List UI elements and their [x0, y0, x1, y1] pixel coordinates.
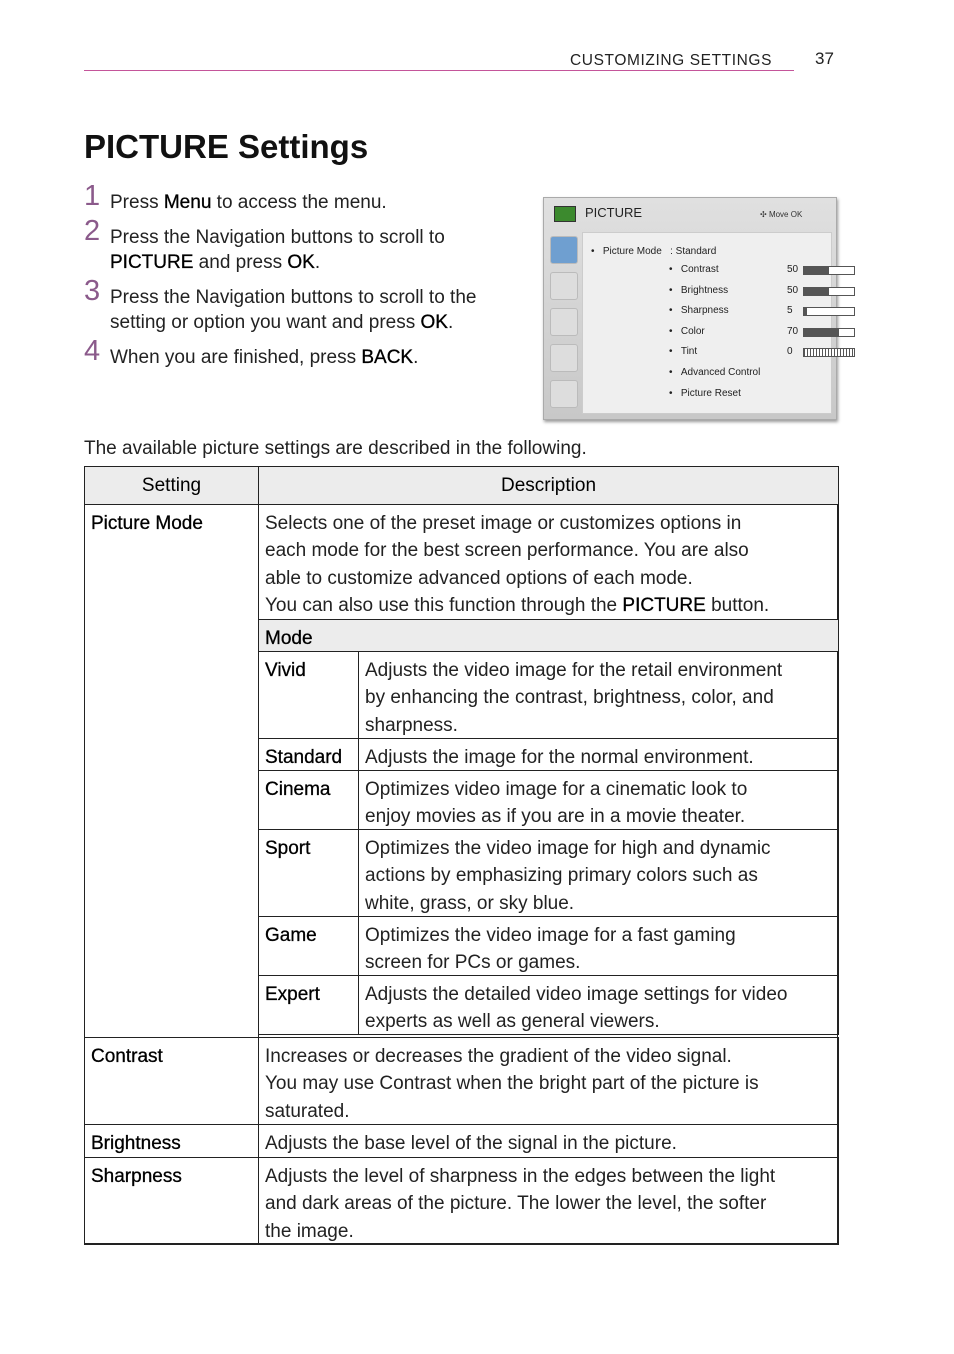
- tv-item-value: 5: [787, 305, 793, 317]
- col-header-setting: Setting: [84, 466, 259, 505]
- tv-item-label: Contrast: [680, 264, 719, 275]
- tv-picture-mode-label: Picture Mode: [602, 246, 662, 257]
- setting-picture-mode: Picture Mode: [84, 504, 259, 1038]
- mode-description: [358, 738, 839, 771]
- tv-level-bar: [803, 266, 855, 275]
- tv-sidebar-picture-icon: [550, 236, 578, 264]
- mode-description: [358, 651, 839, 739]
- setting-description-line: the image.: [265, 1220, 354, 1242]
- setting-brightness: Brightness: [84, 1124, 259, 1158]
- mode-description-line: enjoy movies as if you are in a movie theater.: [365, 806, 746, 828]
- setting-description-line: Adjusts the level of sharpness in the edges between the light: [265, 1166, 776, 1187]
- tv-picture-icon: [554, 206, 576, 222]
- header-rule: [84, 70, 794, 71]
- mode-description-line: Adjusts the detailed video image settings for video: [365, 984, 788, 1005]
- step-number: 1: [84, 180, 101, 212]
- mode-description-line: sharpness.: [365, 714, 458, 736]
- tv-item-label: Brightness: [680, 284, 729, 296]
- tv-menu-title: PICTURE: [585, 205, 643, 220]
- tv-level-fill: [804, 349, 854, 356]
- tv-item-value: 70: [787, 325, 799, 337]
- setting-description-line: You may use Contrast when the bright part of the picture is: [265, 1073, 759, 1095]
- tv-settings-panel: • Picture Mode : Standard • Contrast 50 • Brightness 50 • Sharpness 5 • Color 70 • Tint 0 • Advanced Control • Picture Reset: [582, 232, 832, 414]
- step-number: 3: [84, 275, 101, 307]
- mode-description-line: by enhancing the contrast, brightness, color, and: [365, 687, 774, 709]
- setting-description: [258, 1037, 839, 1125]
- setting-description: [258, 1157, 839, 1245]
- tv-level-fill: [804, 267, 829, 274]
- mode-description-line: actions by emphasizing primary colors such as: [365, 865, 758, 887]
- mode-description-line: Optimizes video image for a cinematic look to: [365, 779, 748, 800]
- mode-description-line: white, grass, or sky blue.: [365, 892, 575, 914]
- intro-text: The available picture settings are described in the following.: [84, 438, 587, 459]
- picture-mode-description: Selects one of the preset image or customizes options in each mode for the best screen performance. You are also able to customize advanced options of each mode. You can also use this function through the PICTURE button.: [258, 504, 839, 620]
- tv-item-value: 0: [787, 346, 793, 358]
- tv-sidebar-lock-icon: [550, 380, 578, 408]
- tv-item-label: Tint: [680, 346, 698, 358]
- mode-description: [358, 829, 839, 917]
- tv-sidebar-time-icon: [550, 344, 578, 372]
- step-number: 4: [84, 335, 101, 367]
- mode-name-expert: Expert: [258, 975, 359, 1035]
- setting-description-line: Adjusts the base level of the signal in the picture.: [265, 1133, 677, 1154]
- tv-menu-screenshot: [543, 197, 837, 420]
- tv-item-label: Color: [680, 325, 705, 337]
- mode-description: [358, 770, 839, 830]
- tv-item-row: • Sharpness: [669, 305, 729, 317]
- setting-description-line: Increases or decreases the gradient of the video signal.: [265, 1046, 732, 1067]
- mode-name-vivid: Vivid: [258, 651, 359, 739]
- setting-sharpness: Sharpness: [84, 1157, 259, 1245]
- tv-item-row: • Contrast: [669, 264, 719, 275]
- tv-item-row: • Color: [669, 325, 705, 337]
- tv-level-bar: [803, 328, 855, 337]
- mode-description: [358, 975, 839, 1035]
- mode-description-line: Adjusts the video image for the retail environment: [365, 660, 783, 681]
- tv-picture-reset: Picture Reset: [680, 388, 741, 399]
- setting-description: [258, 1124, 839, 1158]
- tv-level-bar: [803, 348, 855, 357]
- mode-description-line: Adjusts the image for the normal environment.: [365, 747, 754, 768]
- tv-item-value: 50: [787, 284, 799, 296]
- tv-advanced-control: Advanced Control: [680, 367, 761, 378]
- tv-item-row: • Tint: [669, 346, 698, 358]
- mode-name-game: Game: [258, 916, 359, 976]
- tv-picture-mode-value: : Standard: [670, 246, 717, 257]
- tv-level-fill: [804, 329, 839, 336]
- col-header-description: Description: [258, 466, 839, 505]
- mode-name-sport: Sport: [258, 829, 359, 917]
- page-number: 37: [815, 49, 834, 68]
- tv-item-label: Sharpness: [680, 305, 729, 317]
- tv-level-bar: [803, 287, 855, 296]
- tv-nav-hint: ✣ Move OK: [760, 210, 803, 219]
- mode-description: [358, 916, 839, 976]
- page-title: PICTURE Settings: [84, 128, 369, 165]
- mode-description-line: screen for PCs or games.: [365, 952, 581, 974]
- mode-subheader: Mode: [258, 619, 839, 652]
- tv-sidebar-channel-icon: [550, 308, 578, 336]
- mode-description-line: Optimizes the video image for a fast gaming: [365, 925, 736, 946]
- tv-level-bar: [803, 307, 855, 316]
- move-icon: ✣: [760, 210, 767, 219]
- step-number: 2: [84, 215, 101, 247]
- tv-item-value: 50: [787, 264, 799, 275]
- tv-sidebar-audio-icon: [550, 272, 578, 300]
- setting-description-line: and dark areas of the picture. The lower the level, the softer: [265, 1193, 767, 1215]
- mode-description-line: Optimizes the video image for high and dynamic: [365, 838, 771, 859]
- tv-sidebar: [546, 232, 580, 416]
- setting-description-line: saturated.: [265, 1100, 350, 1122]
- tv-level-fill: [804, 308, 807, 315]
- settings-table: [84, 466, 838, 1244]
- mode-description-line: experts as well as general viewers.: [365, 1011, 660, 1033]
- tv-level-fill: [804, 288, 829, 295]
- mode-name-standard: Standard: [258, 738, 359, 771]
- setting-contrast: Contrast: [84, 1037, 259, 1125]
- mode-name-cinema: Cinema: [258, 770, 359, 830]
- tv-item-row: • Brightness: [669, 284, 729, 296]
- header-section: CUSTOMIZING SETTINGS: [570, 52, 773, 69]
